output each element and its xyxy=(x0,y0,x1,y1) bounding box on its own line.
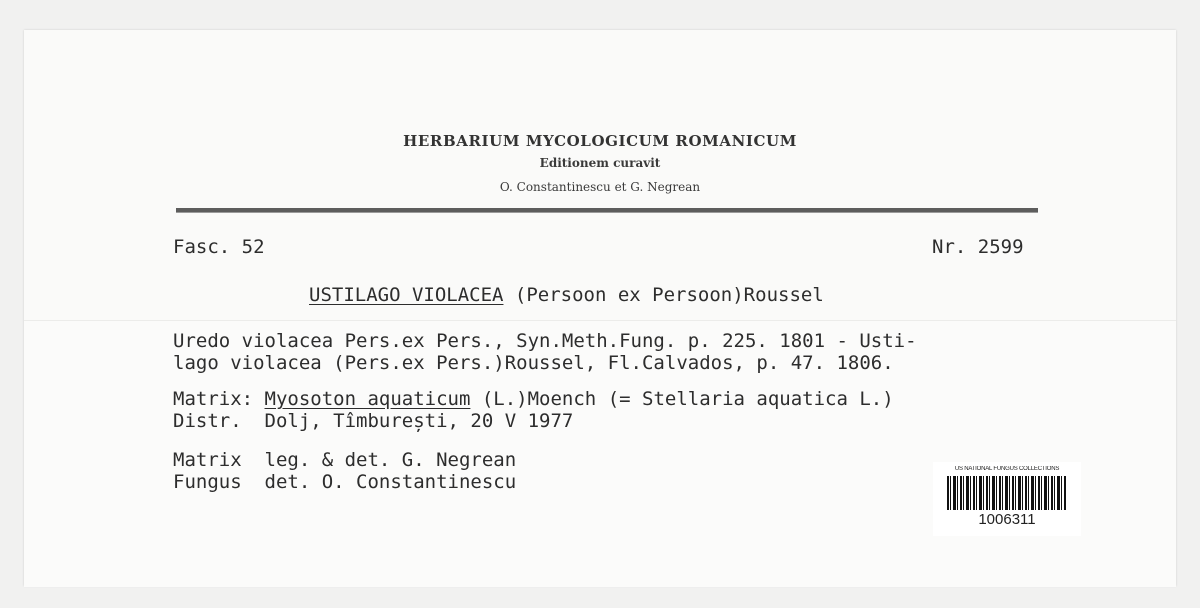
herbarium-subtitle: Editionem curavit xyxy=(539,156,661,170)
synonymy-line: Uredo violacea Pers.ex Pers., Syn.Meth.Fung. p. 225. 1801 - Usti- xyxy=(173,330,917,352)
barcode-header: US NATIONAL FUNGUS COLLECTIONS xyxy=(954,466,1060,472)
species-title xyxy=(309,284,824,306)
matrix-host: Myosoton aquaticum xyxy=(264,388,471,410)
collector-line: Fungus det. O. Constantinescu xyxy=(173,471,517,493)
barcode-number: 1006311 xyxy=(978,511,1036,528)
herbarium-editors: O. Constantinescu et G. Negrean xyxy=(499,180,701,194)
matrix-label: Matrix: xyxy=(173,388,265,410)
collector-line: Matrix leg. & det. G. Negrean xyxy=(173,449,517,471)
specimen-number: Nr. 2599 xyxy=(932,236,1024,258)
matrix-rest: (L.)Moench (= Stellaria aquatica L.) xyxy=(470,388,894,410)
species-name: USTILAGO VIOLACEA xyxy=(309,284,504,306)
matrix-line xyxy=(173,388,894,410)
fascicle-number: Fasc. 52 xyxy=(173,236,265,258)
barcode-icon xyxy=(947,476,1067,510)
header-rule xyxy=(176,208,1038,213)
distribution-line: Distr. Dolj, Tîmburești, 20 V 1977 xyxy=(173,410,574,432)
synonymy-line: lago violacea (Pers.ex Pers.)Roussel, Fl.Calvados, p. 47. 1806. xyxy=(173,352,894,374)
herbarium-title: HERBARIUM MYCOLOGICUM ROMANICUM xyxy=(403,132,797,150)
barcode-label xyxy=(933,462,1081,536)
species-authority: (Persoon ex Persoon)Roussel xyxy=(503,284,824,306)
